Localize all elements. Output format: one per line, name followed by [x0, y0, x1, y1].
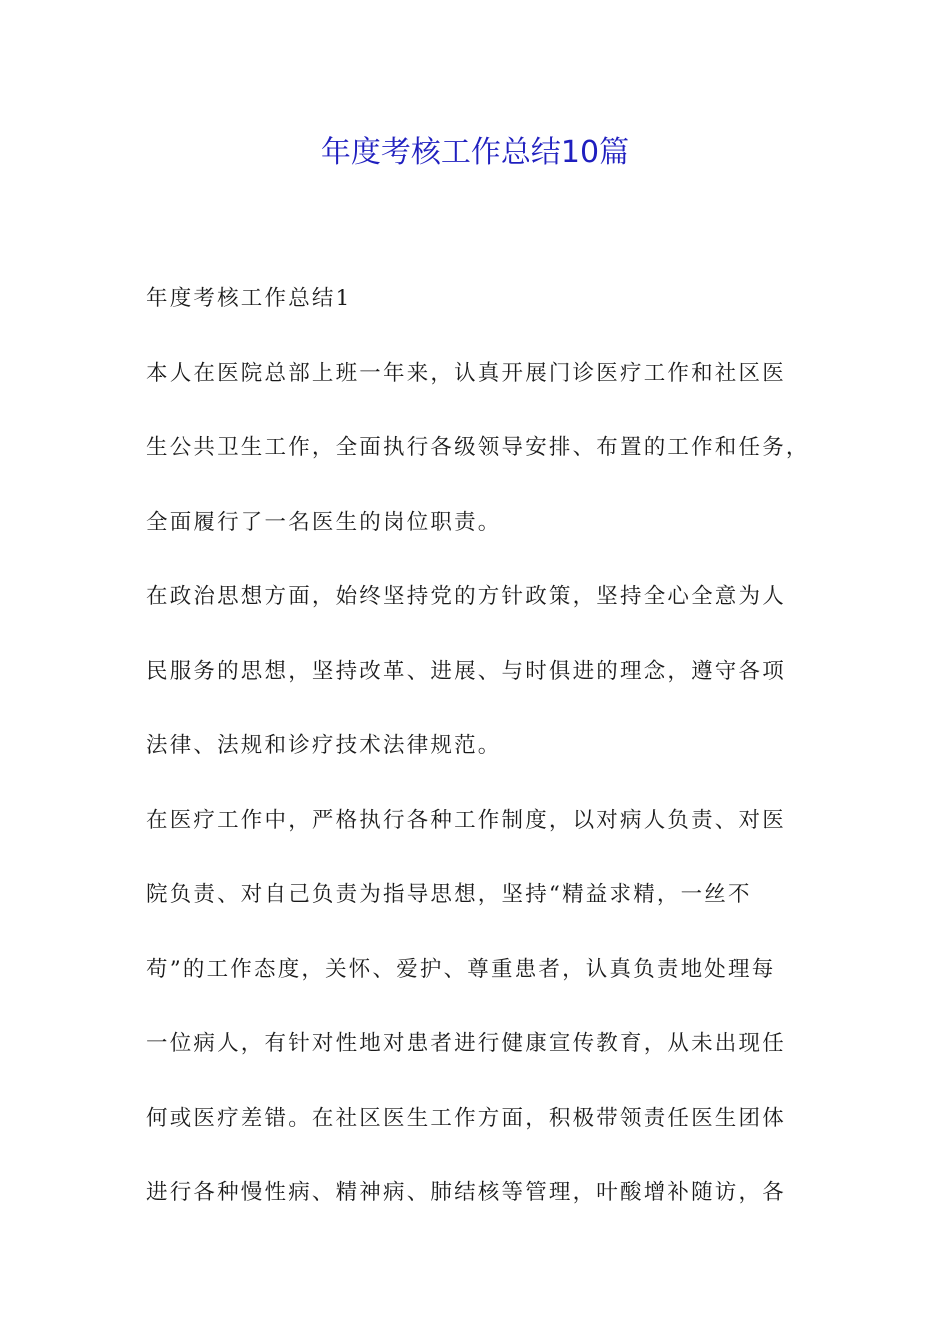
text-line: 全面履行了一名医生的岗位职责。 — [146, 509, 502, 535]
text-line: 本人在医院总部上班一年来，认真开展门诊医疗工作和社区医 — [146, 360, 786, 386]
text-line: 在政治思想方面，始终坚持党的方针政策，坚持全心全意为人 — [146, 584, 786, 609]
text-line: 一位病人，有针对性地对患者进行健康宣传教育，从未出现任 — [146, 1031, 786, 1056]
text-line: 何或医疗差错。在社区医生工作方面，积极带领责任医生团体 — [146, 1105, 786, 1131]
text-line: 民服务的思想，坚持改革、进展、与时俱进的理念，遵守各项 — [146, 658, 786, 684]
text-line: 院负责、对自己负责为指导思想，坚持“精益求精，一丝不 — [146, 882, 752, 907]
text-line: 生公共卫生工作，全面执行各级领导安排、布置的工作和任务， — [146, 435, 810, 460]
document-title: 年度考核工作总结10篇 — [320, 135, 630, 170]
text-line: 法律、法规和诊疗技术法律规范。 — [146, 733, 502, 758]
section-heading: 年度考核工作总结1 — [146, 286, 352, 311]
text-line: 进行各种慢性病、精神病、肺结核等管理，叶酸增补随访，各 — [146, 1180, 786, 1205]
text-line: 苟”的工作态度，关怀、爱护、尊重患者，认真负责地处理每 — [146, 956, 776, 982]
document-body — [146, 262, 808, 1231]
text-line: 在医疗工作中，严格执行各种工作制度，以对病人负责、对医 — [146, 807, 786, 833]
